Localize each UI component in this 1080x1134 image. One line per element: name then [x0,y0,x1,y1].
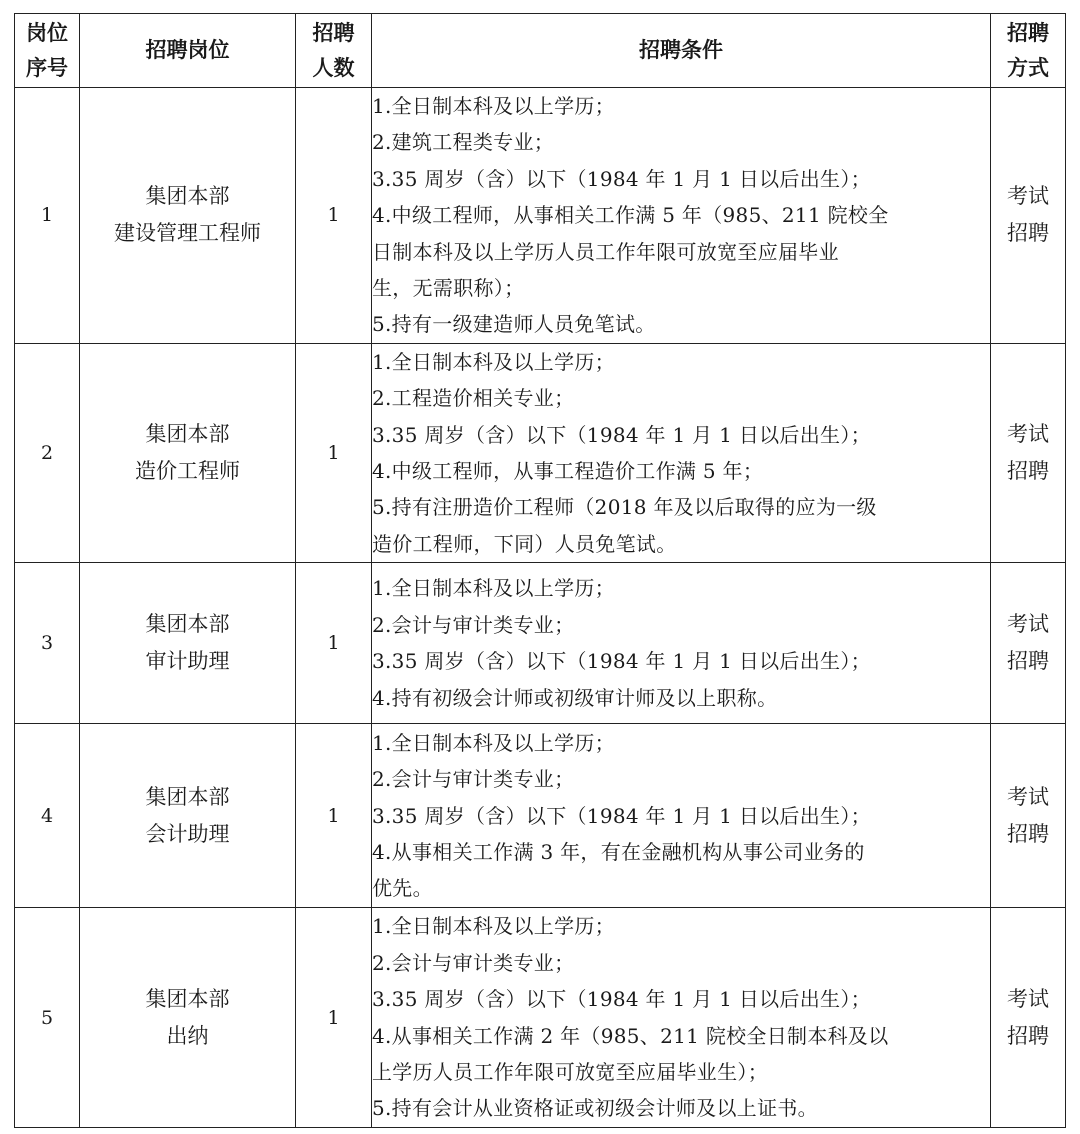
condition-line: 1.全日制本科及以上学历； [372,914,615,939]
condition-line: 5.持有会计从业资格证或初级会计师及以上证书。 [372,1096,818,1121]
table-row [15,343,1066,562]
position-no-cell: 2 [15,343,80,562]
position-no-cell: 5 [15,908,80,1127]
table-header-row [15,14,1066,88]
condition-line: 4.从事相关工作满 3 年，有在金融机构从事公司业务的 [372,839,865,864]
method-cell: 考试 招聘 [991,343,1066,562]
table-row [15,724,1066,908]
condition-line: 日制本科及以上学历人员工作年限可放宽至应届毕业 [372,239,839,264]
position-name-cell: 集团本部 建设管理工程师 [80,88,296,344]
method-cell: 考试 招聘 [991,724,1066,908]
position-name-cell: 集团本部 造价工程师 [80,343,296,562]
condition-line: 2.会计与审计类专业； [372,767,575,792]
headcount-cell: 1 [296,88,372,344]
header-method: 招聘 方式 [991,14,1066,88]
conditions-cell [372,343,991,562]
headcount-cell: 1 [296,908,372,1127]
condition-line: 1.全日制本科及以上学历； [372,576,615,601]
position-name-cell: 集团本部 审计助理 [80,563,296,724]
position-no-cell: 3 [15,563,80,724]
conditions-cell [372,88,991,344]
condition-line: 5.持有注册造价工程师（2018 年及以后取得的应为一级 [372,495,877,520]
condition-line: 1.全日制本科及以上学历； [372,94,615,118]
condition-line: 3.35 周岁（含）以下（1984 年 1 月 1 日以后出生）； [372,649,871,674]
condition-line: 5.持有一级建造师人员免笔试。 [372,312,656,337]
condition-line: 优先。 [372,876,433,901]
condition-line: 造价工程师，下同）人员免笔试。 [372,531,677,556]
condition-line: 1.全日制本科及以上学历； [372,730,615,755]
condition-line: 4.中级工程师，从事相关工作满 5 年（985、211 院校全 [372,203,889,228]
position-no-cell: 1 [15,88,80,344]
position-name-cell: 集团本部 出纳 [80,908,296,1127]
table-row [15,563,1066,724]
conditions-cell [372,724,991,908]
condition-line: 2.会计与审计类专业； [372,950,575,975]
condition-line: 3.35 周岁（含）以下（1984 年 1 月 1 日以后出生）； [372,803,871,828]
condition-line: 4.从事相关工作满 2 年（985、211 院校全日制本科及以 [372,1023,889,1048]
condition-line: 3.35 周岁（含）以下（1984 年 1 月 1 日以后出生）； [372,422,871,447]
condition-line: 上学历人员工作年限可放宽至应届毕业生）； [372,1059,768,1084]
condition-line: 2.工程造价相关专业； [372,386,575,411]
headcount-cell: 1 [296,724,372,908]
method-cell: 考试 招聘 [991,908,1066,1127]
headcount-cell: 1 [296,563,372,724]
conditions-cell [372,563,991,724]
position-no-cell: 4 [15,724,80,908]
condition-line: 4.持有初级会计师或初级审计师及以上职称。 [372,685,778,710]
condition-line: 2.建筑工程类专业； [372,130,555,155]
condition-line: 3.35 周岁（含）以下（1984 年 1 月 1 日以后出生）； [372,987,871,1012]
conditions-cell [372,908,991,1127]
condition-line: 1.全日制本科及以上学历； [372,349,615,374]
condition-line: 3.35 周岁（含）以下（1984 年 1 月 1 日以后出生）； [372,166,871,191]
condition-line: 4.中级工程师，从事工程造价工作满 5 年； [372,459,764,484]
header-position-no: 岗位 序号 [15,14,80,88]
header-position: 招聘岗位 [80,14,296,88]
headcount-cell: 1 [296,343,372,562]
table-row [15,908,1066,1127]
header-count: 招聘 人数 [296,14,372,88]
position-name-cell: 集团本部 会计助理 [80,724,296,908]
table-row [15,88,1066,344]
method-cell: 考试 招聘 [991,563,1066,724]
condition-line: 2.会计与审计类专业； [372,612,575,637]
condition-line: 生，无需职称）； [372,276,525,301]
recruitment-table [14,13,1066,1128]
header-conditions: 招聘条件 [372,14,991,88]
method-cell: 考试 招聘 [991,88,1066,344]
